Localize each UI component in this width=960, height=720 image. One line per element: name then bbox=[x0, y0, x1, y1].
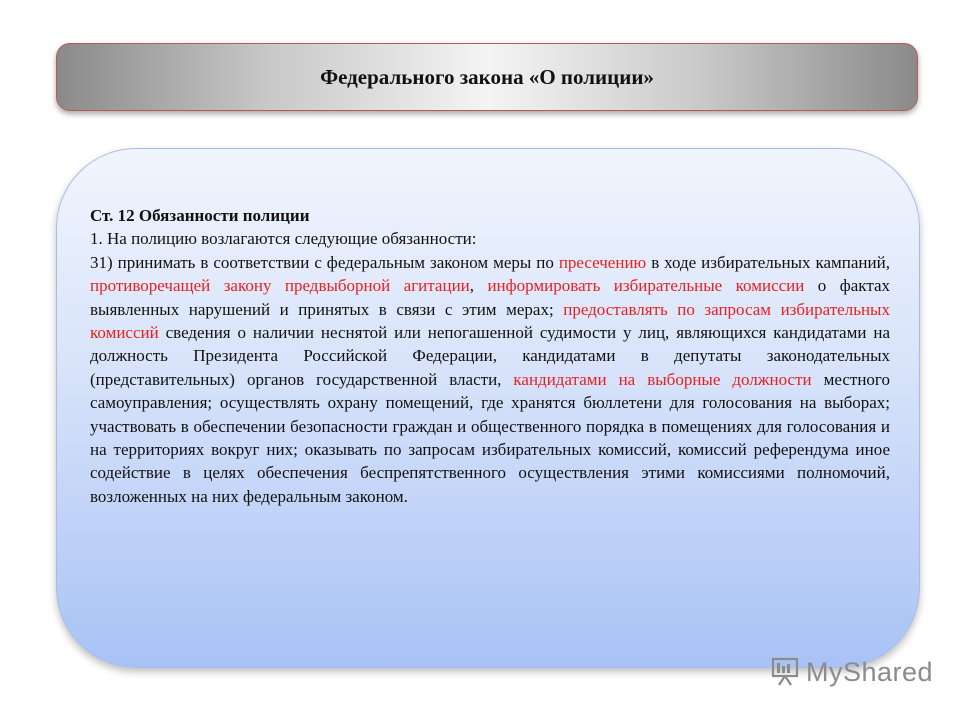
highlighted-text: кандидатами на выборные должности bbox=[513, 369, 812, 389]
body-text: 31) принимать в соответствии с федеральным законом меры по bbox=[90, 252, 559, 272]
body-text: сведения о наличии неснятой или непогашенной судимости у лиц, являющихся кандидатами на должность Президента Российской Федерации, кандидатами в депутаты законодательных (представительных) органов государственной власти, bbox=[90, 323, 890, 389]
watermark-logo bbox=[770, 654, 933, 690]
highlighted-text: противоречащей закону предвыборной агитации bbox=[90, 276, 470, 296]
article-heading: Ст. 12 Обязанности полиции bbox=[90, 206, 310, 225]
article-intro: 1. На полицию возлагаются следующие обязанности: bbox=[90, 229, 477, 249]
title-banner bbox=[56, 43, 918, 111]
slide-title: Федерального закона «О полиции» bbox=[320, 64, 654, 89]
article-item-31 bbox=[90, 251, 890, 508]
highlighted-text: информировать избирательные комиссии bbox=[487, 276, 805, 296]
article-text bbox=[90, 204, 890, 508]
presentation-board-icon bbox=[770, 657, 802, 687]
watermark-text: MyShared bbox=[806, 656, 934, 687]
body-text: о фактах выявленных нарушений и принятых в связи с этим мерах; bbox=[90, 276, 891, 319]
highlighted-text: предоставлять по запросам избирательных комиссий bbox=[90, 299, 890, 343]
body-text: в ходе избирательных кампаний, bbox=[646, 252, 890, 272]
body-text: , bbox=[469, 276, 488, 296]
highlighted-text: пресечению bbox=[558, 252, 647, 272]
body-text: местного самоуправления; осуществлять охрану помещений, где хранятся бюллетени для голосования на выборах; участвовать в обеспечении безопасности граждан и общественного порядка в помещениях для голосования и на территориях вокруг них; оказывать по запросам избирательных комиссий, комиссий референдума иное содействие в целях обеспечения беспрепятственного осуществления этими комиссиями полномочий, возложенных на них федеральным законом. bbox=[90, 369, 890, 506]
